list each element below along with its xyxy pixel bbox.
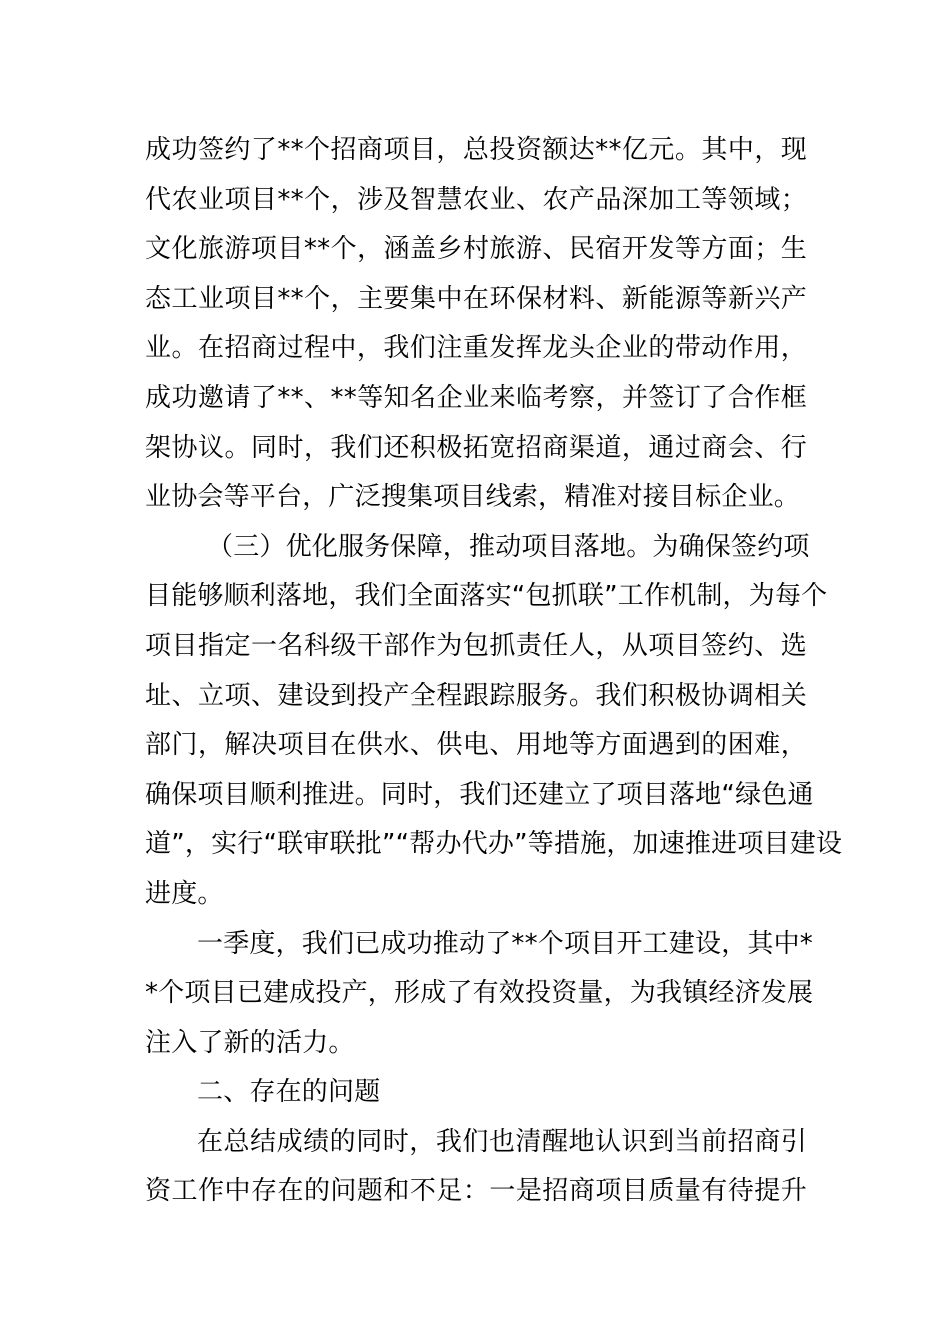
text-line: 成功签约了**个招商项目，总投资额达**亿元。其中，现: [145, 135, 807, 165]
text-line: 资工作中存在的问题和不足：一是招商项目质量有待提升: [145, 1176, 807, 1207]
text-line: 项目指定一名科级干部作为包抓责任人，从项目签约、选: [145, 630, 807, 661]
text-line: 确保项目顺利推进。同时，我们还建立了项目落地“绿色通: [145, 779, 814, 810]
text-line: 目能够顺利落地，我们全面落实“包抓联”工作机制，为每个: [145, 581, 828, 612]
text-line: 成功邀请了**、**等知名企业来临考察，并签订了合作框: [145, 382, 807, 413]
paragraph-start-line: 在总结成绩的同时，我们也清醒地认识到当前招商引: [197, 1126, 807, 1157]
text-line: *个项目已建成投产，形成了有效投资量，为我镇经济发展: [145, 978, 814, 1009]
text-line: 文化旅游项目**个，涵盖乡村旅游、民宿开发等方面；生: [145, 234, 807, 265]
text-line: 址、立项、建设到投产全程跟踪服务。我们积极协调相关: [145, 680, 807, 711]
section-heading: 二、存在的问题: [197, 1077, 381, 1108]
section-heading-line: （三）优化服务保障，推动项目落地。为确保签约项: [207, 531, 810, 562]
document-body: [145, 126, 843, 1217]
text-line: 代农业项目**个，涉及智慧农业、农产品深加工等领域；: [145, 184, 807, 215]
text-line: 道”，实行“联审联批”“帮办代办”等措施，加速推进项目建设: [145, 829, 843, 860]
text-line: 业协会等平台，广泛搜集项目线索，精准对接目标企业。: [145, 482, 801, 513]
paragraph-start-line: 一季度，我们已成功推动了**个项目开工建设，其中*: [197, 928, 814, 959]
text-line: 进度。: [145, 878, 224, 909]
text-line: 部门，解决项目在供水、供电、用地等方面遇到的困难，: [145, 730, 807, 761]
text-line: 业。在招商过程中，我们注重发挥龙头企业的带动作用，: [145, 333, 807, 364]
text-line: 架协议。同时，我们还积极拓宽招商渠道，通过商会、行: [145, 432, 807, 463]
text-line: 注入了新的活力。: [145, 1027, 355, 1058]
text-line: 态工业项目**个，主要集中在环保材料、新能源等新兴产: [145, 283, 807, 314]
